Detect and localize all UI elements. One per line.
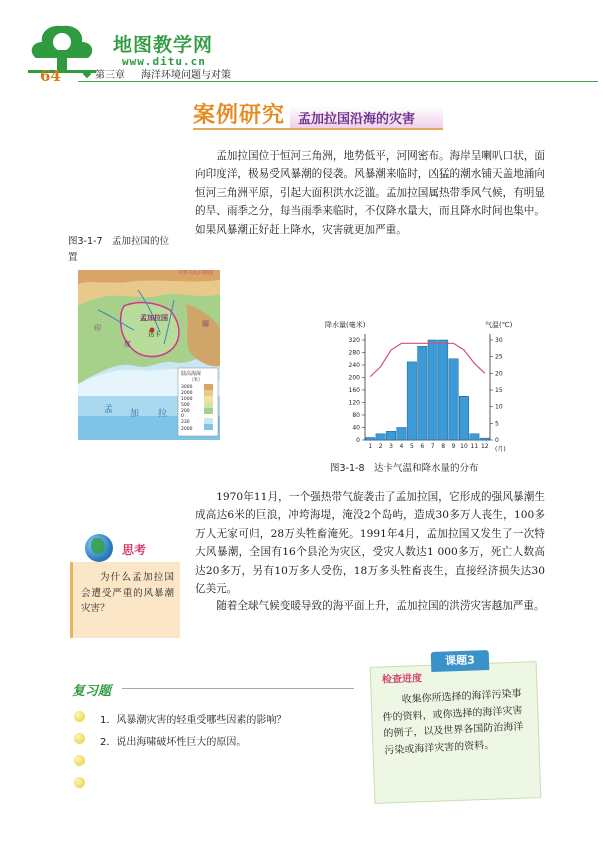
legend-value-2: 2000: [181, 391, 193, 396]
chart-ylabel-right: 气温(℃): [485, 321, 513, 329]
chart-tick-label-left: 80: [352, 412, 360, 419]
review-title: 复习题: [72, 684, 112, 699]
think-question: 为什么孟加拉国会遭受严重的风暴潮灾害？: [81, 572, 174, 614]
case-paragraph-2: 1970年11月，一个强热带气旋袭击了孟加拉国，它形成的强风暴潮生成高达6米的巨浪，冲垮海堤，淹没2个岛屿，造成30多万人丧生，100多万人无家可归，28万头牲畜淹死。1991年4月，孟加拉国又发生了一次特大风暴潮，全国有16个县沦为灾区，受灾人数达1 000多万，死亡人数高达20多万，另有10万多人受伤，18万多头牲畜丧生，直接经济损失达30亿美元。: [195, 491, 545, 596]
chart-bar: [449, 359, 458, 440]
chart-tick-label-left: 280: [348, 349, 360, 357]
map-label-myanmar: 缅: [202, 320, 209, 328]
map-legend: [178, 368, 218, 436]
chart-bar: [386, 431, 395, 440]
chart-tick-label-right: 25: [495, 353, 503, 361]
review-rule: [122, 688, 354, 689]
chart-tick-label-left: 160: [348, 387, 360, 394]
chart-bar: [397, 428, 406, 441]
review-question-2: 2．说出海啸破坏性巨大的原因。: [100, 737, 247, 748]
case-paragraph-1: 孟加拉国位于恒河三角洲，地势低平，河网密布。海岸呈喇叭口状，面向印度洋，极易受风暴潮的侵袭。风暴潮来临时，凶猛的潮水铺天盖地涌向恒河三角洲平原，引起大面积洪水泛滥。孟加拉国属热带季风气候，有明显的旱、雨季之分，每当雨季来临时，不仅降水量大，而且降水时间也集中。如果风暴潮正好赶上降水，灾害就更加严重。: [195, 150, 545, 236]
chart-ylabel-left: 降水量(毫米): [325, 321, 366, 329]
chart-tick-label-right: 30: [495, 337, 503, 344]
site-name: 地图教学网: [113, 34, 214, 56]
chart-bar: [480, 438, 489, 440]
page-number: 64: [40, 67, 61, 85]
topic-heading: 检查进度: [381, 673, 423, 686]
legend-value-5: 200: [181, 409, 190, 414]
chart-bar: [418, 346, 427, 440]
chart-xlabel: (月): [495, 446, 506, 453]
case-heading-rule: [193, 128, 443, 130]
chart-bar: [470, 434, 479, 440]
chart-tick-label-right: 15: [495, 387, 503, 394]
chart-tick-label-right: 0: [495, 437, 499, 444]
chart-tick-label-right: 5: [495, 420, 499, 428]
chart-bar: [459, 396, 468, 440]
legend-title: 陆高海深: [181, 371, 202, 377]
chart-x-tick-label: 11: [470, 443, 479, 450]
map-caption: 图3-1-7 孟加拉国的位置: [68, 236, 169, 263]
header-rule: [78, 81, 598, 82]
chart-x-tick-label: 3: [389, 443, 393, 450]
review-bullet-icon: [74, 755, 85, 766]
chart-tick-label-left: 120: [348, 399, 360, 407]
map-label-china: 中华人民共和国: [178, 270, 214, 276]
think-label: 思考: [122, 543, 147, 557]
chart-x-tick-label: 2: [378, 443, 383, 450]
chapter-number: 第三章: [95, 70, 125, 81]
chart-x-tick-label: 10: [460, 443, 468, 450]
review-bullet-icon: [74, 711, 85, 722]
review-bullet-icon: [74, 733, 85, 744]
chart-tick-label-left: 240: [348, 362, 360, 369]
review-question-1: 1．风暴潮灾害的轻重受哪些因素的影响？: [100, 715, 287, 726]
legend-value-7: 230: [181, 420, 190, 425]
chart-caption: 图3-1-8 达卡气温和降水量的分布: [330, 463, 479, 474]
legend-value-1: 3000: [181, 385, 193, 390]
legend-value-8: 2000: [181, 427, 193, 432]
chart-x-tick-label: 1: [368, 443, 373, 450]
chart-tick-label-left: 200: [348, 374, 360, 382]
map-label-bay-2: 加: [130, 409, 140, 419]
map-label-bay-3: 拉: [158, 409, 168, 419]
chart-x-tick-label: 8: [441, 443, 446, 450]
case-study-label: 案例研究: [193, 102, 286, 128]
chart-tick-label-left: 0: [356, 437, 360, 444]
bangladesh-location-map: [78, 270, 220, 440]
map-label-country: 孟加拉国: [140, 314, 168, 322]
legend-value-4: 500: [181, 403, 190, 408]
chart-x-tick-label: 5: [409, 443, 414, 450]
chart-bar: [376, 434, 385, 440]
map-label-india-2: 度: [124, 340, 131, 348]
legend-value-6: 0: [181, 414, 184, 419]
think-box: [70, 562, 180, 638]
review-bullet-icon: [74, 777, 85, 788]
dhaka-climate-chart: [315, 318, 545, 458]
chart-x-tick-label: 7: [430, 443, 435, 450]
chart-bar: [428, 340, 437, 440]
chart-bar: [366, 438, 375, 441]
map-label-india-1: 印: [94, 324, 101, 332]
chart-bar: [407, 362, 416, 440]
chart-tick-label-left: 40: [352, 424, 360, 432]
site-url: www.ditu.cn: [122, 55, 206, 68]
chart-tick-label-right: 10: [495, 403, 503, 411]
tree-logo-icon: [22, 20, 102, 75]
chart-temperature-line: [370, 343, 485, 376]
topic-body: 收集你所选择的海洋污染事件的资料，或你选择的海洋灾害的例子，以及世界各国防治海洋污染或海洋灾害的资料。: [382, 688, 524, 757]
chapter-title: 海洋环境问题与对策: [141, 70, 231, 81]
chart-x-tick-label: 9: [451, 443, 456, 450]
case-paragraph-3: 随着全球气候变暖导致的海平面上升，孟加拉国的洪涝灾害越加严重。: [216, 600, 545, 612]
chart-x-tick-label: 4: [399, 443, 404, 450]
chart-x-tick-label: 12: [480, 443, 489, 450]
chart-tick-label-left: 320: [348, 337, 360, 344]
globe-land-shape: [91, 538, 105, 554]
case-study-title: 孟加拉国沿海的灾害: [298, 112, 416, 127]
chart-bar: [438, 340, 447, 440]
legend-value-3: 1000: [181, 397, 193, 402]
map-label-dhaka: 达卡: [148, 330, 161, 338]
map-label-bay-1: 孟: [104, 405, 114, 415]
legend-unit: （米）: [189, 378, 203, 383]
topic-tab: 课题3: [431, 650, 490, 672]
chart-x-tick-label: 6: [420, 443, 425, 450]
chart-tick-label-right: 20: [495, 370, 503, 378]
